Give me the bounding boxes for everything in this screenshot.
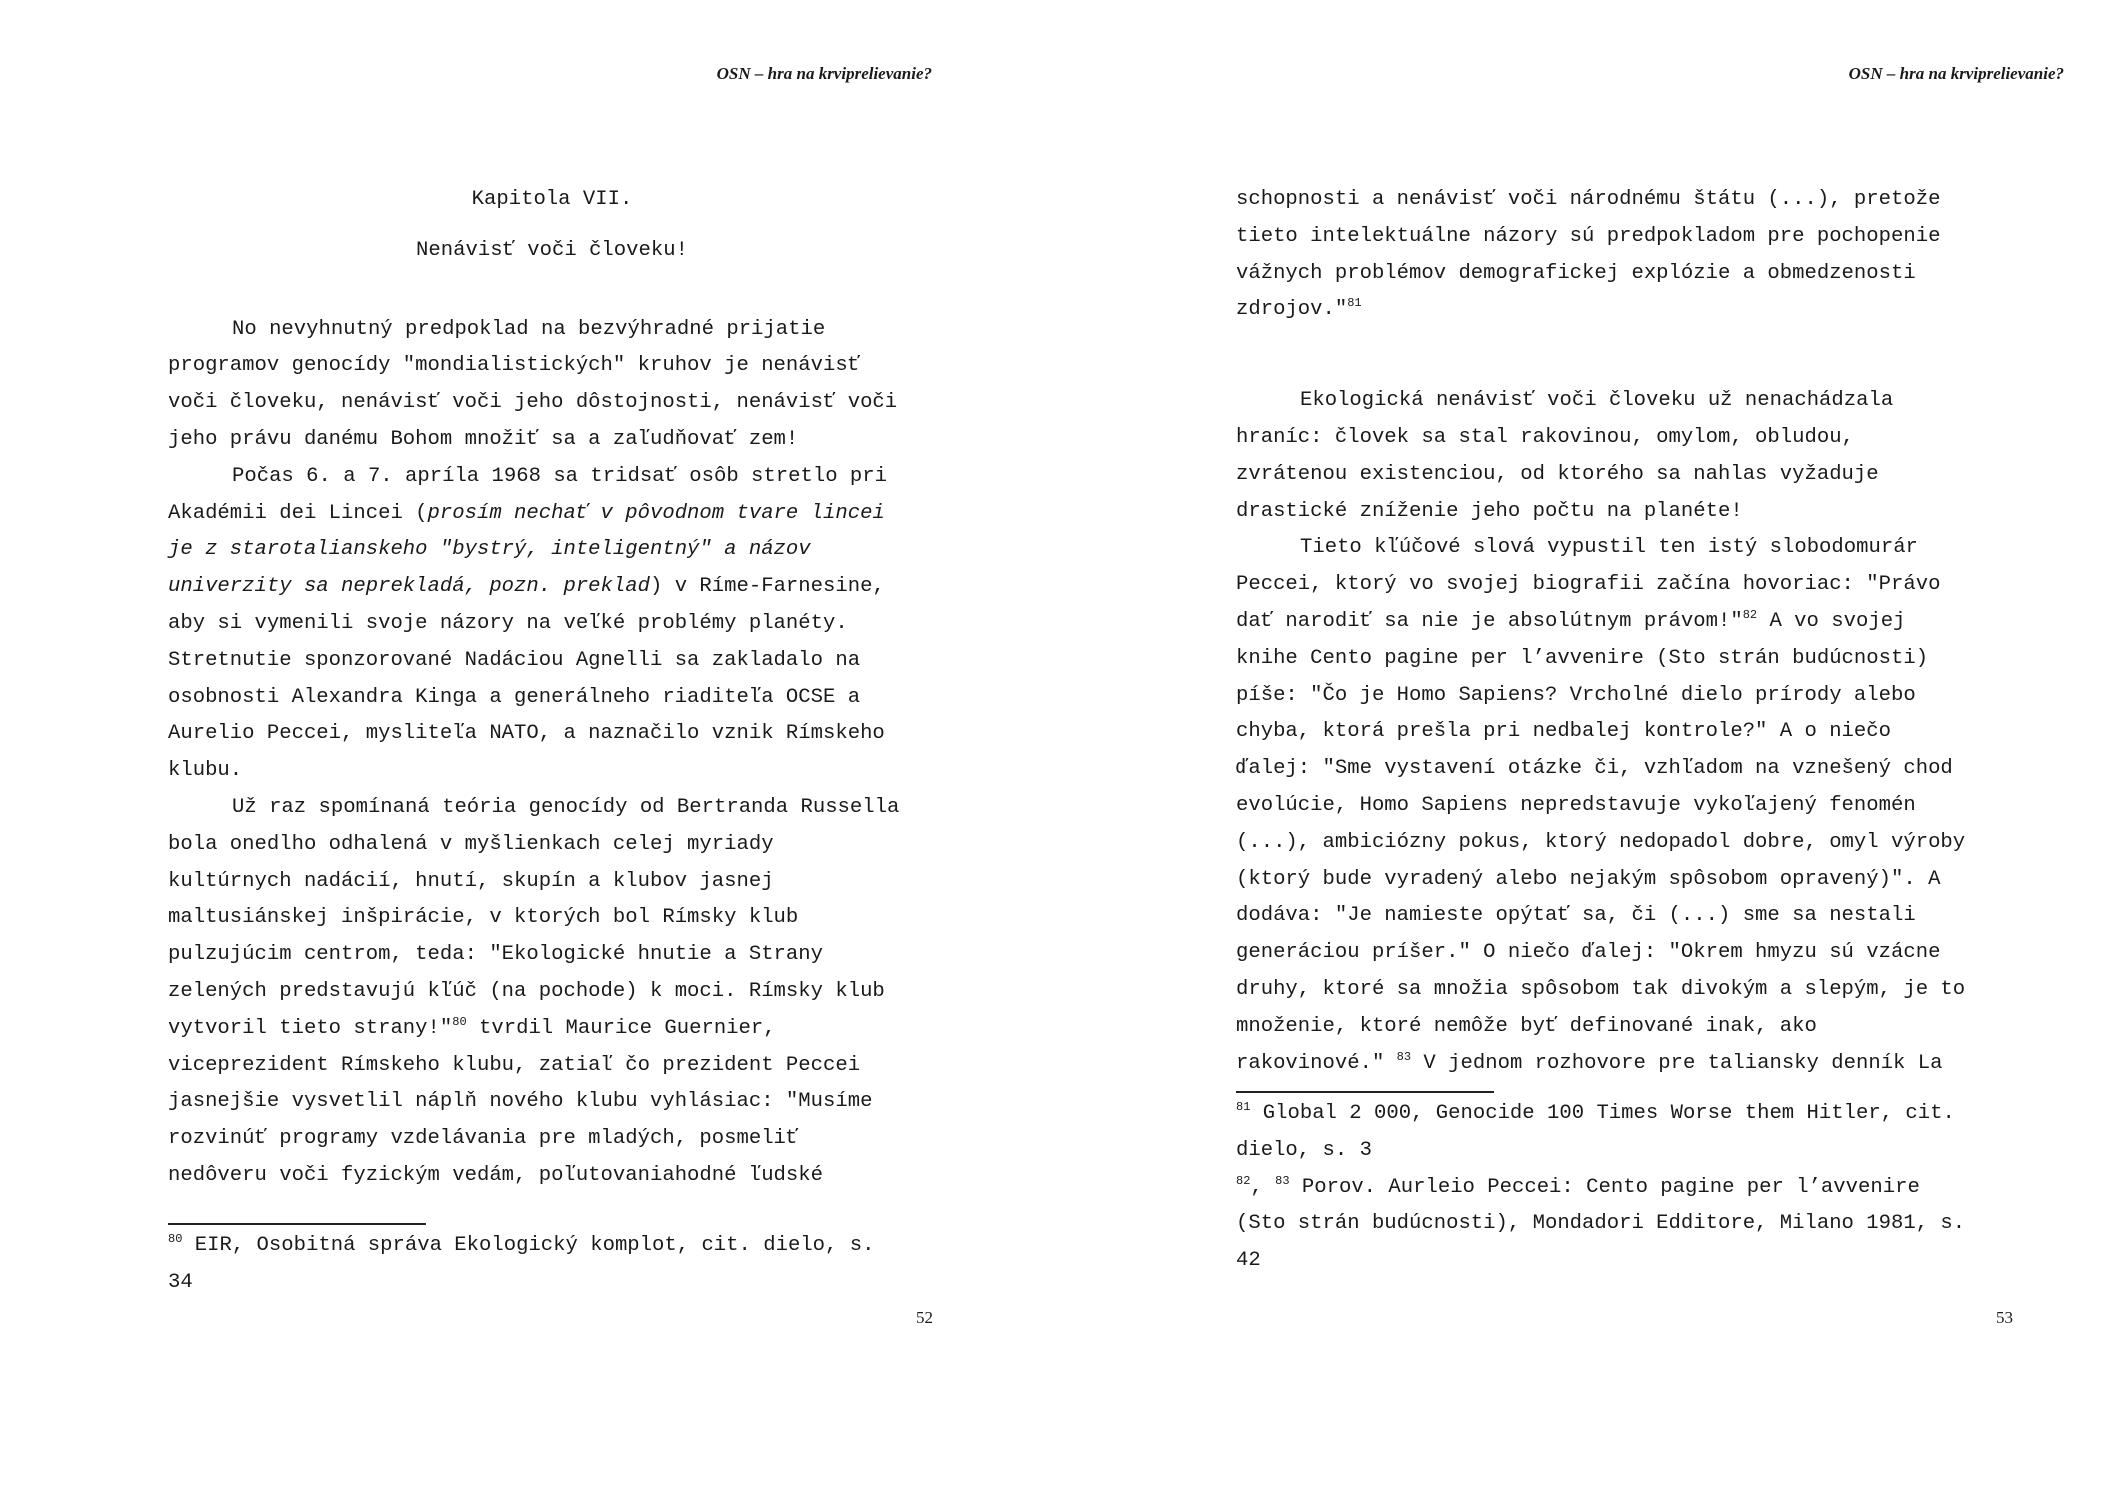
footnote-ref: 81 (1347, 296, 1362, 311)
body-text (1236, 182, 1965, 1082)
footnotes (1236, 1096, 1965, 1280)
text-line: Peccei, ktorý vo svojej biografii začína hovoriac: "Právo (1236, 573, 1941, 597)
text-line: No nevyhnutný predpoklad na bezvýhradné prijatie (232, 317, 826, 341)
text-line: zvrátenou existenciou, od ktorého sa nahlas vyžaduje (1236, 462, 1879, 486)
footnote: $^{80}$ EIR, Osobitná správa Ekologický komplot, cit. dielo, s. (168, 1232, 875, 1257)
text-line: rozvinúť programy vzdelávania pre mladých, posmeliť (168, 1127, 799, 1151)
text-line: klubu. (168, 759, 243, 783)
text-line: množenie, ktoré nemôže byť definované inak, ako (1236, 1014, 1817, 1038)
footnote-ref: 80 (452, 1014, 467, 1029)
running-head: OSN – hra na krviprelievanie? (1848, 64, 2064, 83)
footnote-ref: 83 (1396, 1049, 1412, 1064)
text-line: evolúcie, Homo Sapiens nepredstavuje vykoľajený fenomén (1236, 793, 1916, 817)
text-line: drastické zníženie jeho počtu na planéte! (1236, 499, 1743, 523)
text-line: univerzity sa neprekladá, pozn. preklad) v Ríme-Farnesine, (168, 575, 885, 599)
text-line: programov genocídy "mondialistických" kruhov je nenávisť (168, 354, 861, 378)
footnote: $^{82}$, $^{83}$ Porov. Aurleio Peccei: Cento pagine per l’avvenire (1236, 1173, 1920, 1199)
chapter-title: Nenávisť voči človeku! (416, 238, 688, 262)
text-line: viceprezident Rímskeho klubu, zatiaľ čo prezident Peccei (168, 1053, 861, 1077)
text-line: dať narodiť sa nie je absolútnym právom!"$^{82}$ A vo svojej (1236, 607, 1906, 633)
page-number: 52 (916, 1308, 933, 1327)
body-text (168, 182, 936, 1195)
footnote: dielo, s. 3 (1236, 1138, 1372, 1162)
text-line: voči človeku, nenávisť voči jeho dôstojnosti, nenávisť voči (168, 391, 898, 415)
text-line: Stretnutie sponzorované Nadáciou Agnelli sa zakladalo na (168, 648, 861, 672)
text-line: knihe Cento pagine per l’avvenire (Sto strán budúcnosti) (1236, 646, 1929, 670)
text-line: píše: "Čo je Homo Sapiens? Vrcholné dielo prírody alebo (1236, 683, 1916, 707)
text-line: druhy, ktoré sa množia spôsobom tak divokým a slepým, je to (1236, 977, 1966, 1001)
text-line: Počas 6. a 7. apríla 1968 sa tridsať osôb stretlo pri (232, 464, 887, 488)
page-number: 53 (1996, 1308, 2013, 1327)
text-line: je z starotalianskeho "bystrý, inteligentný" a názov (168, 538, 811, 562)
text-line: tieto intelektuálne názory sú predpokladom pre pochopenie (1236, 224, 1941, 248)
text-line: maltusiánskej inšpirácie, v ktorých bol Rímsky klub (168, 906, 799, 930)
footnote-separator (1236, 1091, 1494, 1093)
running-head: OSN – hra na krviprelievanie? (716, 64, 932, 83)
text-line: dodáva: "Je namieste opýtať sa, či (...) sme sa nestali (1236, 904, 1916, 928)
text-line: generáciou príšer." O niečo ďalej: "Okrem hmyzu sú vzácne (1236, 941, 1941, 965)
text-line: (...), ambiciózny pokus, ktorý nedopadol dobre, omyl výroby (1236, 830, 1966, 854)
footnote: (Sto strán budúcnosti), Mondadori Edditore, Milano 1981, s. (1236, 1212, 1966, 1236)
right-page (1060, 0, 2120, 1500)
text-line: zelených predstavujú kľúč (na pochode) k moci. Rímsky klub (168, 979, 885, 1003)
text-line: zdrojov."$^{81}$ (1236, 296, 1362, 322)
footnote-ref: 82 (1742, 607, 1758, 622)
text-line: ďalej: "Sme vystavení otázke či, vzhľadom na vznešený chod (1236, 757, 1953, 781)
text-line: pulzujúcim centrom, teda: "Ekologické hnutie a Strany (168, 943, 823, 967)
text-line: Už raz spomínaná teória genocídy od Bertranda Russella (232, 795, 900, 819)
chapter-number: Kapitola VII. (471, 188, 633, 211)
text-line: Tieto kľúčové slová vypustil ten istý slobodomurár (1300, 536, 1918, 560)
text-line: (ktorý bude vyradený alebo nejakým spôsobom opravený)". A (1236, 867, 1941, 891)
text-line: Ekologická nenávisť voči človeku už nenachádzala (1300, 389, 1894, 413)
text-line: Akadémii dei Lincei (prosím nechať v pôvodnom tvare lincei (168, 501, 885, 525)
text-line: aby si vymenili svoje názory na veľké problémy planéty. (168, 611, 848, 635)
text-line: jeho právu danému Bohom množiť sa a zaľudňovať zem! (168, 427, 799, 451)
text-line: vytvoril tieto strany!"$^{80}$ tvrdil Maurice Guernier, (168, 1014, 776, 1040)
text-line: chyba, ktorá prešla pri nedbalej kontrole?" A o niečo (1236, 720, 1891, 744)
text-line: kultúrnych nadácií, hnutí, skupín a klubov jasnej (168, 869, 774, 893)
text-line: jasnejšie vysvetlil náplň nového klubu vyhlásiac: "Musíme (168, 1090, 873, 1114)
text-line: Aurelio Peccei, mysliteľa NATO, a naznačilo vznik Rímskeho (168, 722, 885, 746)
footnotes (168, 1228, 874, 1302)
text-line: vážnych problémov demografickej explózie a obmedzenosti (1236, 261, 1916, 285)
text-line: bola onedlho odhalená v myšlienkach celej myriady (168, 832, 774, 856)
text-line: rakovinové." $^{83}$ V jednom rozhovore pre taliansky denník La (1236, 1049, 1943, 1075)
footnote: 34 (168, 1270, 193, 1294)
footnote-separator (168, 1223, 426, 1225)
footnote: 42 (1236, 1249, 1261, 1273)
text-line: hraníc: človek sa stal rakovinou, omylom, obludou, (1236, 425, 1854, 449)
text-line: nedôveru voči fyzickým vedám, poľutovaniahodné ľudské (168, 1163, 823, 1187)
text-line: osobnosti Alexandra Kinga a generálneho riaditeľa OCSE a (168, 685, 861, 709)
text-line: schopnosti a nenávisť voči národnému štátu (...), pretože (1236, 188, 1941, 211)
footnote: $^{81}$ Global 2 000, Genocide 100 Times Worse them Hitler, cit. (1236, 1100, 1955, 1125)
